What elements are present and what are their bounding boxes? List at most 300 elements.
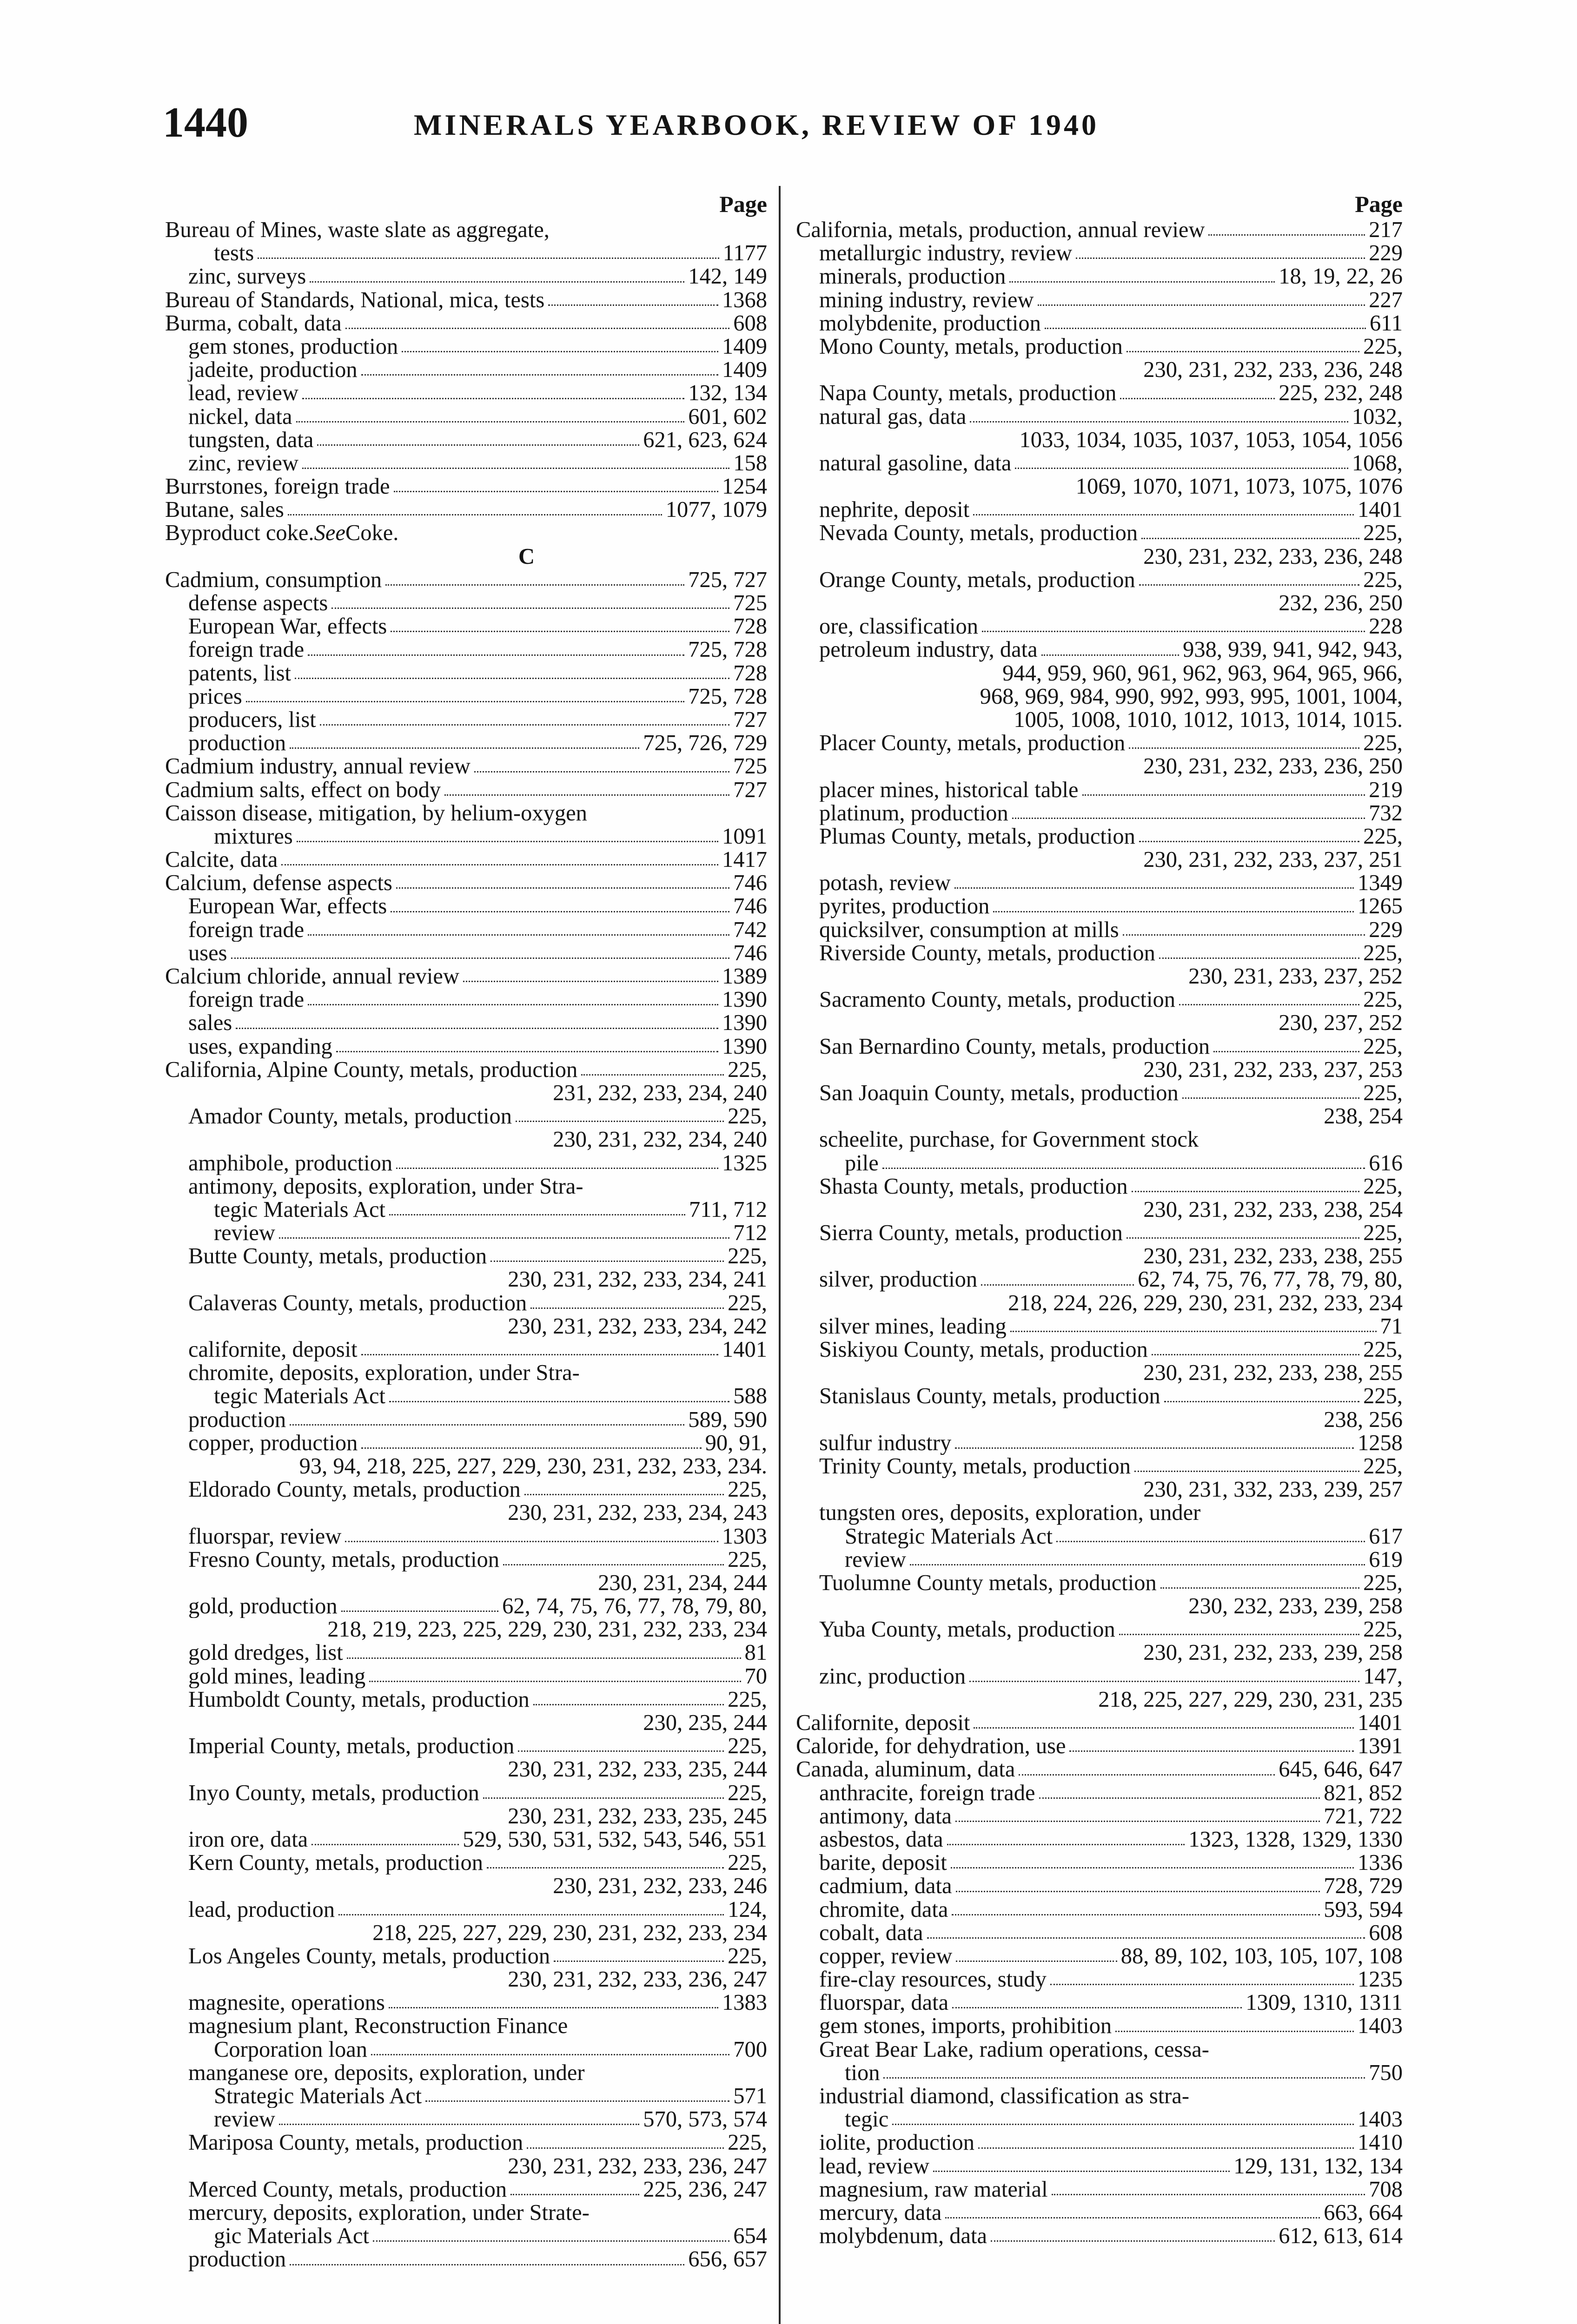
entry-text: production: [188, 2248, 286, 2271]
index-entries-left: [165, 218, 767, 2271]
page-references: 619: [1369, 1548, 1403, 1571]
index-entry: [796, 848, 1403, 872]
entry-text: Californite, deposit: [796, 1711, 970, 1735]
page-references: 227: [1369, 288, 1403, 312]
index-entry: [796, 1898, 1403, 1921]
page-references: 225,: [1363, 1571, 1403, 1595]
dot-leader: [394, 491, 718, 492]
dot-leader: [1010, 1331, 1377, 1332]
dot-leader: [295, 678, 729, 679]
page-references: 225,: [728, 1478, 767, 1502]
dot-leader: [1141, 538, 1359, 539]
dot-leader: [1082, 794, 1365, 796]
entry-text: review: [845, 1548, 906, 1571]
page-references: 725: [733, 592, 767, 615]
index-entry: [796, 1432, 1403, 1455]
entry-text: nickel, data: [188, 405, 292, 429]
page-references: 1177: [722, 242, 767, 265]
entry-text: copper, review: [819, 1944, 953, 1968]
page-references: 129, 131, 132, 134: [1233, 2154, 1403, 2178]
entry-text: ore, classification: [819, 615, 979, 639]
index-entry: [165, 2038, 767, 2061]
entry-text: Sierra County, metals, production: [819, 1221, 1123, 1245]
entry-text: foreign trade: [188, 638, 305, 662]
index-entry: [796, 685, 1403, 708]
entry-text: Orange County, metals, production: [819, 568, 1135, 592]
entry-text: Inyo County, metals, production: [188, 1781, 479, 1805]
page-references: 147,: [1363, 1664, 1403, 1688]
index-column-right: [796, 191, 1403, 2248]
index-entry: [165, 2225, 767, 2248]
page-references: 1325: [722, 1151, 767, 1175]
index-entry: [796, 452, 1403, 475]
page-references: 230, 231, 232, 233, 237, 253: [1143, 1058, 1403, 1082]
dot-leader: [391, 911, 729, 912]
entry-text: quicksilver, consumption at mills: [819, 918, 1119, 942]
dot-leader: [290, 2264, 684, 2265]
index-entry: [165, 895, 767, 918]
page-references: 230, 231, 232, 233, 239, 258: [1143, 1641, 1403, 1665]
index-entry: [796, 312, 1403, 335]
entry-text: magnesite, operations: [188, 1991, 385, 2015]
page-references: 225,: [728, 1688, 767, 1711]
page-references: 608: [1369, 1921, 1403, 1945]
entry-text: placer mines, historical table: [819, 778, 1079, 802]
index-entry: [165, 1665, 767, 1688]
entry-text: production: [188, 732, 286, 755]
dot-leader: [1126, 351, 1359, 352]
index-entry: [165, 685, 767, 708]
dot-leader: [474, 771, 729, 772]
entry-text: gem stones, production: [188, 335, 398, 359]
index-entry: [796, 1711, 1403, 1735]
entry-text: Burrstones, foreign trade: [165, 475, 390, 499]
entry-text: Merced County, metals, production: [188, 2178, 507, 2201]
index-entry: [165, 1571, 767, 1595]
page-references: 708: [1369, 2178, 1403, 2201]
page-references: 1403: [1358, 2014, 1403, 2038]
page-references: 225,: [728, 1944, 767, 1968]
page-references: 1403: [1358, 2108, 1403, 2132]
entry-text: sales: [188, 1011, 232, 1035]
entry-text: Cadmium, consumption: [165, 568, 382, 592]
page-references: 62, 74, 75, 76, 77, 78, 79, 80,: [502, 1595, 767, 1618]
index-entry: [165, 1385, 767, 1408]
entry-text: review: [214, 2108, 275, 2132]
page-references: 225,: [728, 1291, 767, 1315]
dot-leader: [1160, 1587, 1359, 1589]
dot-leader: [361, 374, 718, 376]
index-entry: [165, 1105, 767, 1128]
page-references: 225,: [728, 1245, 767, 1268]
index-entry: [796, 265, 1403, 288]
index-entry: [796, 1782, 1403, 1805]
dot-leader: [402, 351, 718, 352]
entry-text: californite, deposit: [188, 1338, 358, 1362]
page-references: 1033, 1034, 1035, 1037, 1053, 1054, 1056: [1019, 428, 1403, 452]
entry-text: Nevada County, metals, production: [819, 522, 1138, 545]
index-entry: [796, 1968, 1403, 1991]
page-references: 1309, 1310, 1311: [1246, 1991, 1403, 2015]
index-entry: [165, 2131, 767, 2154]
entry-text: producers, list: [188, 708, 316, 732]
dot-leader: [554, 1961, 724, 1962]
index-entry: [165, 1525, 767, 1548]
dot-leader: [993, 911, 1354, 912]
page-references: 728, 729: [1324, 1875, 1403, 1898]
dot-leader: [373, 2240, 729, 2242]
entry-text: antimony, deposits, exploration, under Stra-: [188, 1175, 583, 1198]
entry-text: California, Alpine County, metals, production: [165, 1058, 578, 1082]
dot-leader: [317, 444, 639, 446]
entry-text: zinc, production: [819, 1664, 966, 1688]
entry-text: Humboldt County, metals, production: [188, 1688, 530, 1711]
index-entry: [165, 1292, 767, 1315]
page-references: 593, 594: [1324, 1898, 1403, 1921]
entry-text: lead, review: [819, 2154, 929, 2178]
page-references: 1254: [722, 475, 767, 499]
dot-leader: [1038, 304, 1365, 306]
page-references: 663, 664: [1324, 2201, 1403, 2225]
page-references: 746: [733, 895, 767, 918]
index-entry: [165, 1268, 767, 1291]
index-entry: [165, 1221, 767, 1245]
index-entry: [796, 988, 1403, 1011]
dot-leader: [1126, 1237, 1359, 1239]
dot-leader: [974, 1727, 1354, 1729]
index-entry: [796, 475, 1403, 498]
index-entry: [796, 568, 1403, 592]
entry-text: cobalt, data: [819, 1921, 923, 1945]
entry-text: California, metals, production, annual review: [796, 218, 1205, 242]
index-entry: [165, 755, 767, 778]
entry-text: Butane, sales: [165, 498, 284, 522]
page-references: 218, 225, 227, 229, 230, 231, 232, 233, 234: [372, 1921, 767, 1945]
page-references: 230, 232, 233, 239, 258: [1188, 1595, 1403, 1618]
page-references: 588: [733, 1385, 767, 1408]
page-references: 1401: [722, 1338, 767, 1362]
dot-leader: [389, 1214, 685, 1215]
index-entry: [165, 918, 767, 942]
index-entry: [796, 918, 1403, 942]
dot-leader: [1041, 654, 1179, 656]
page-references: 81: [744, 1641, 767, 1665]
entry-text: foreign trade: [188, 918, 305, 942]
page-references: 654: [733, 2225, 767, 2248]
entry-text: Corporation loan: [214, 2038, 368, 2061]
entry-text: C: [518, 545, 535, 568]
dot-leader: [341, 1611, 499, 1612]
page-references: 611: [1370, 311, 1403, 335]
dot-leader: [1139, 841, 1359, 842]
index-entry: [796, 1361, 1403, 1385]
index-entry: [796, 429, 1403, 452]
page-header: [163, 98, 1372, 149]
entry-text: Calcium, defense aspects: [165, 872, 392, 895]
dot-leader: [527, 2147, 724, 2149]
index-entry: [165, 475, 767, 498]
page-references: 132, 134: [688, 382, 767, 405]
index-entry: [796, 358, 1403, 382]
entry-text: Bureau of Standards, National, mica, tests: [165, 288, 545, 312]
page-references: 1258: [1358, 1431, 1403, 1455]
page-references: 725: [733, 755, 767, 779]
index-entry: [796, 1128, 1403, 1151]
entry-text: Calcite, data: [165, 848, 278, 872]
dot-leader: [396, 887, 729, 889]
page-references: 230, 231, 232, 233, 234, 241: [508, 1268, 767, 1292]
entry-text: iron ore, data: [188, 1828, 308, 1852]
index-entry: [165, 1035, 767, 1058]
entry-text: Great Bear Lake, radium operations, cessa-: [819, 2038, 1209, 2061]
dot-leader: [425, 2100, 729, 2102]
entry-text: review: [214, 1221, 275, 1245]
dot-leader: [1015, 468, 1348, 469]
index-entry: [165, 382, 767, 405]
index-entry: [165, 2178, 767, 2201]
page-references: 230, 231, 232, 234, 240: [553, 1128, 767, 1152]
index-entry: [165, 732, 767, 755]
page-references: 225,: [1363, 522, 1403, 545]
dot-leader: [288, 514, 662, 515]
index-entry: [796, 615, 1403, 638]
dot-leader: [338, 1914, 724, 1915]
entry-text: Imperial County, metals, production: [188, 1735, 515, 1758]
entry-text: Kern County, metals, production: [188, 1851, 483, 1875]
page-references: 617: [1369, 1525, 1403, 1548]
dot-leader: [308, 1004, 718, 1005]
page-references: 225,: [728, 1735, 767, 1758]
index-entry: [796, 1571, 1403, 1595]
page-references: 225,: [1363, 568, 1403, 592]
index-entry: [165, 2248, 767, 2271]
index-entry: [165, 1875, 767, 1898]
entry-text: gold dredges, list: [188, 1641, 343, 1665]
index-entry: [165, 1711, 767, 1735]
index-entry: [796, 2038, 1403, 2061]
index-entry: [796, 2178, 1403, 2201]
page-references: 71: [1380, 1314, 1403, 1338]
entry-text: fire-clay resources, study: [819, 1968, 1047, 1992]
index-entry: [796, 1595, 1403, 1618]
entry-text: Shasta County, metals, production: [819, 1175, 1128, 1198]
entry-text: gold mines, leading: [188, 1664, 366, 1688]
dot-leader: [1208, 234, 1365, 236]
dot-leader: [487, 1867, 724, 1868]
entry-text: Eldorado County, metals, production: [188, 1478, 521, 1502]
page-references: 62, 74, 75, 76, 77, 78, 79, 80,: [1138, 1268, 1403, 1292]
entry-text: jadeite, production: [188, 358, 358, 382]
page-column-label: Page: [1355, 191, 1403, 217]
entry-text: San Joaquin County, metals, production: [819, 1081, 1179, 1105]
column-divider: [779, 186, 781, 2324]
page-references: 225,: [1363, 335, 1403, 359]
entry-text: European War, effects: [188, 615, 387, 639]
dot-leader: [524, 1494, 724, 1495]
index-entry: [796, 289, 1403, 312]
index-entry: [165, 1198, 767, 1221]
index-entry: [165, 592, 767, 615]
index-entry: [796, 405, 1403, 429]
page-references: 230, 231, 232, 233, 236, 248: [1143, 358, 1403, 382]
entry-text: Napa County, metals, production: [819, 382, 1117, 405]
page-references: 711, 712: [689, 1198, 767, 1222]
dot-leader: [973, 514, 1354, 515]
entry-text: tegic Materials Act: [214, 1198, 386, 1222]
page-references: 1005, 1008, 1010, 1012, 1013, 1014, 1015.: [1014, 708, 1403, 732]
index-entry: [796, 1245, 1403, 1268]
index-entry: [165, 498, 767, 522]
index-entry: [796, 1105, 1403, 1128]
page-references: 93, 94, 218, 225, 227, 229, 230, 231, 232, 233, 234.: [299, 1454, 767, 1479]
page-references: 230, 231, 232, 233, 235, 245: [508, 1804, 767, 1828]
dot-leader: [361, 1447, 701, 1449]
page-references: 225,: [1363, 1081, 1403, 1105]
entry-text: platinum, production: [819, 801, 1008, 825]
page-references: 238, 254: [1324, 1105, 1403, 1129]
entry-text: industrial diamond, classification as stra-: [819, 2085, 1190, 2108]
index-entry: [165, 662, 767, 685]
index-entry: [796, 802, 1403, 825]
page-references: 732: [1369, 801, 1403, 825]
page-references: 746: [733, 872, 767, 895]
dot-leader: [883, 2077, 1365, 2079]
page-references: 218, 225, 227, 229, 230, 231, 235: [1098, 1688, 1403, 1711]
index-entry: [165, 2014, 767, 2038]
dot-leader: [1045, 328, 1366, 329]
index-entry: [165, 1501, 767, 1525]
entry-text: Mariposa County, metals, production: [188, 2131, 523, 2155]
index-entry: [165, 1361, 767, 1385]
entry-text: potash, review: [819, 872, 951, 895]
index-entry: [165, 1011, 767, 1035]
index-entry: [796, 1501, 1403, 1525]
index-entry: [165, 218, 767, 242]
dot-leader: [296, 421, 685, 423]
page-references: 230, 231, 232, 233, 238, 255: [1143, 1361, 1403, 1385]
page-references: 230, 231, 232, 233, 234, 243: [508, 1501, 767, 1525]
entry-text: magnesium plant, Reconstruction Finance: [188, 2014, 568, 2038]
page-references: 225,: [728, 2131, 767, 2155]
entry-text: tests: [214, 242, 254, 265]
page-references: 1336: [1358, 1851, 1403, 1875]
page-references: 230, 231, 232, 233, 234, 242: [508, 1314, 767, 1338]
entry-text: anthracite, foreign trade: [819, 1781, 1035, 1805]
index-entry: [796, 2131, 1403, 2154]
dot-leader: [981, 1284, 1134, 1286]
index-entry: [165, 2085, 767, 2108]
dot-leader: [1050, 1984, 1354, 1985]
entry-text: European War, effects: [188, 895, 387, 918]
page-references: 230, 231, 332, 233, 239, 257: [1143, 1478, 1403, 1502]
dot-leader: [1115, 2031, 1354, 2032]
page-references: 225,: [1363, 1035, 1403, 1058]
dot-leader: [503, 1564, 724, 1565]
page-references: 230, 231, 232, 233, 235, 244: [508, 1758, 767, 1782]
entry-text: nephrite, deposit: [819, 498, 970, 522]
dot-leader: [369, 1681, 741, 1682]
entry-text: magnesium, raw material: [819, 2178, 1048, 2201]
index-entry: [165, 1921, 767, 1945]
entry-text: Canada, aluminum, data: [796, 1758, 1015, 1782]
page-references: 225,: [728, 1058, 767, 1082]
page-references: 1091: [722, 825, 767, 849]
dot-leader: [331, 607, 729, 609]
page-references: 725, 726, 729: [643, 732, 767, 755]
page-references: 225,: [1363, 1338, 1403, 1362]
dot-leader: [336, 1051, 718, 1052]
page-references: 728: [733, 615, 767, 639]
entry-text: cadmium, data: [819, 1875, 952, 1898]
dot-leader: [1134, 1471, 1359, 1472]
page-references: 725, 728: [688, 638, 767, 662]
index-entry: [165, 1968, 767, 1991]
page-references: 225,: [1363, 1221, 1403, 1245]
dot-leader: [982, 631, 1365, 632]
page-references: 1032,: [1352, 405, 1403, 429]
page-references: 225,: [1363, 1385, 1403, 1408]
entry-text: defense aspects: [188, 592, 328, 615]
index-entry: [796, 2155, 1403, 2178]
dot-leader: [991, 2240, 1275, 2242]
index-entry: [165, 2108, 767, 2131]
page-references: 700: [733, 2038, 767, 2061]
dot-leader: [518, 1750, 724, 1752]
index-entry: [796, 732, 1403, 755]
entry-text: Strategic Materials Act: [845, 1525, 1053, 1548]
entry-text: silver, production: [819, 1268, 978, 1292]
index-entry: [165, 358, 767, 382]
dot-leader: [345, 1541, 718, 1542]
entry-text: Calcium chloride, annual review: [165, 965, 459, 989]
dot-leader: [308, 654, 684, 656]
page-references: 1383: [722, 1991, 767, 2015]
page-references: 230, 231, 232, 233, 236, 247: [508, 1968, 767, 1992]
dot-leader: [1132, 1191, 1359, 1192]
dot-leader: [955, 1821, 1320, 1822]
entry-text: Calaveras County, metals, production: [188, 1291, 527, 1315]
page-references: 621, 623, 624: [643, 428, 767, 452]
entry-text: Placer County, metals, production: [819, 732, 1126, 755]
index-entry: [796, 1525, 1403, 1548]
page-references: 88, 89, 102, 103, 105, 107, 108: [1120, 1944, 1403, 1968]
index-entry: [165, 638, 767, 661]
entry-text: Cadmium salts, effect on body: [165, 778, 441, 802]
dot-leader: [279, 1237, 729, 1239]
entry-text: mercury, deposits, exploration, under Strate-: [188, 2201, 590, 2225]
index-entry: [796, 382, 1403, 405]
entry-text: tegic: [845, 2108, 889, 2132]
page-references: 1068,: [1352, 451, 1403, 475]
index-entry: [796, 965, 1403, 988]
index-entry: [796, 1921, 1403, 1945]
index-entry: [165, 1945, 767, 1968]
index-entry: [165, 825, 767, 848]
page-references: 1368: [722, 288, 767, 312]
page-references: 230, 231, 232, 233, 236, 247: [508, 2154, 767, 2178]
index-entry: [796, 942, 1403, 965]
entry-text: production: [188, 1408, 286, 1432]
dot-leader: [310, 281, 684, 283]
page-references: 225,: [728, 1548, 767, 1571]
index-entry: [165, 1782, 767, 1805]
dot-leader: [290, 747, 639, 749]
entry-text: gem stones, imports, prohibition: [819, 2014, 1112, 2038]
page-references: 225,: [1363, 825, 1403, 849]
page-references: 225,: [1363, 732, 1403, 755]
entry-text: copper, production: [188, 1431, 358, 1455]
page-references: 746: [733, 941, 767, 965]
